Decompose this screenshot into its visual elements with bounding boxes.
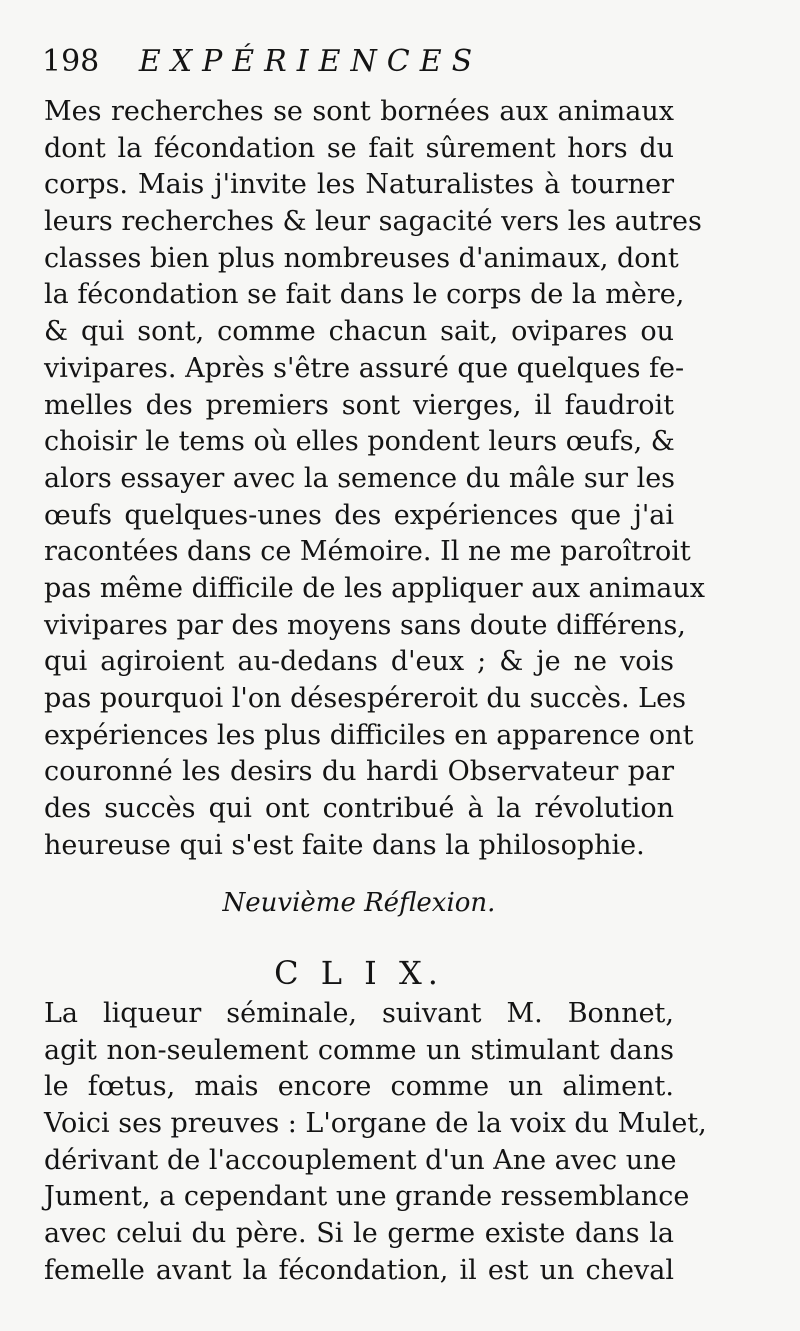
text-line: avec celui du père. Si le germe existe dans la: [44, 1218, 674, 1250]
paragraph-two: [44, 996, 707, 1290]
text-line: dont la fécondation se fait sûrement hors du: [44, 132, 674, 164]
text-line: pas même difficile de les appliquer aux animaux: [44, 572, 705, 604]
text-line: vivipares. Après s'être assuré que quelques fe-: [44, 352, 685, 384]
running-title: EXPÉRIENCES: [138, 44, 483, 79]
text-line: classes bien plus nombreuses d'animaux, dont: [44, 242, 679, 274]
text-line: dérivant de l'accouplement d'un Ane avec une: [44, 1144, 677, 1176]
text-line: femelle avant la fécondation, il est un cheval: [44, 1254, 674, 1286]
page-number: 198: [42, 44, 100, 79]
section-number: C L I X.: [274, 954, 444, 992]
section-title: Neuvième Réflexion.: [222, 888, 496, 918]
text-line: Jument, a cependant une grande ressemblance: [44, 1181, 690, 1213]
text-line: expériences les plus difficiles en apparence ont: [44, 719, 694, 751]
text-line: La liqueur séminale, suivant M. Bonnet,: [44, 998, 674, 1029]
text-line: couronné les desirs du hardi Observateur par: [44, 756, 674, 788]
text-line: pas pourquoi l'on désespéreroit du succès. Les: [44, 683, 686, 714]
text-line: corps. Mais j'invite les Naturalistes à tourner: [44, 169, 674, 201]
text-line: œufs quelques-unes des expériences que j'ai: [44, 499, 674, 531]
text-line: le fœtus, mais encore comme un aliment.: [44, 1071, 674, 1103]
text-line: & qui sont, comme chacun sait, ovipares ou: [44, 316, 674, 348]
text-line: alors essayer avec la semence du mâle sur les: [44, 462, 676, 494]
text-line: racontées dans ce Mémoire. Il ne me paroîtroit: [44, 536, 691, 568]
text-line: vivipares par des moyens sans doute différens,: [44, 609, 686, 641]
page-header: [42, 38, 682, 86]
text-line: agit non-seulement comme un stimulant dans: [44, 1034, 674, 1066]
text-line: choisir le tems où elles pondent leurs œufs, &: [44, 426, 675, 458]
text-line: melles des premiers sont vierges, il faudroit: [44, 389, 674, 421]
text-line: leurs recherches & leur sagacité vers les autres: [44, 206, 702, 238]
text-line: qui agiroient au-dedans d'eux ; & je ne vois: [44, 646, 674, 678]
text-line: Voici ses preuves : L'organe de la voix du Mulet,: [44, 1108, 707, 1140]
text-line: heureuse qui s'est faite dans la philosophie.: [44, 829, 645, 861]
text-line: Mes recherches se sont bornées aux animaux: [44, 96, 674, 127]
text-line: des succès qui ont contribué à la révolution: [44, 793, 674, 825]
paragraph-one: [44, 94, 705, 864]
text-line: la fécondation se fait dans le corps de la mère,: [44, 279, 685, 311]
